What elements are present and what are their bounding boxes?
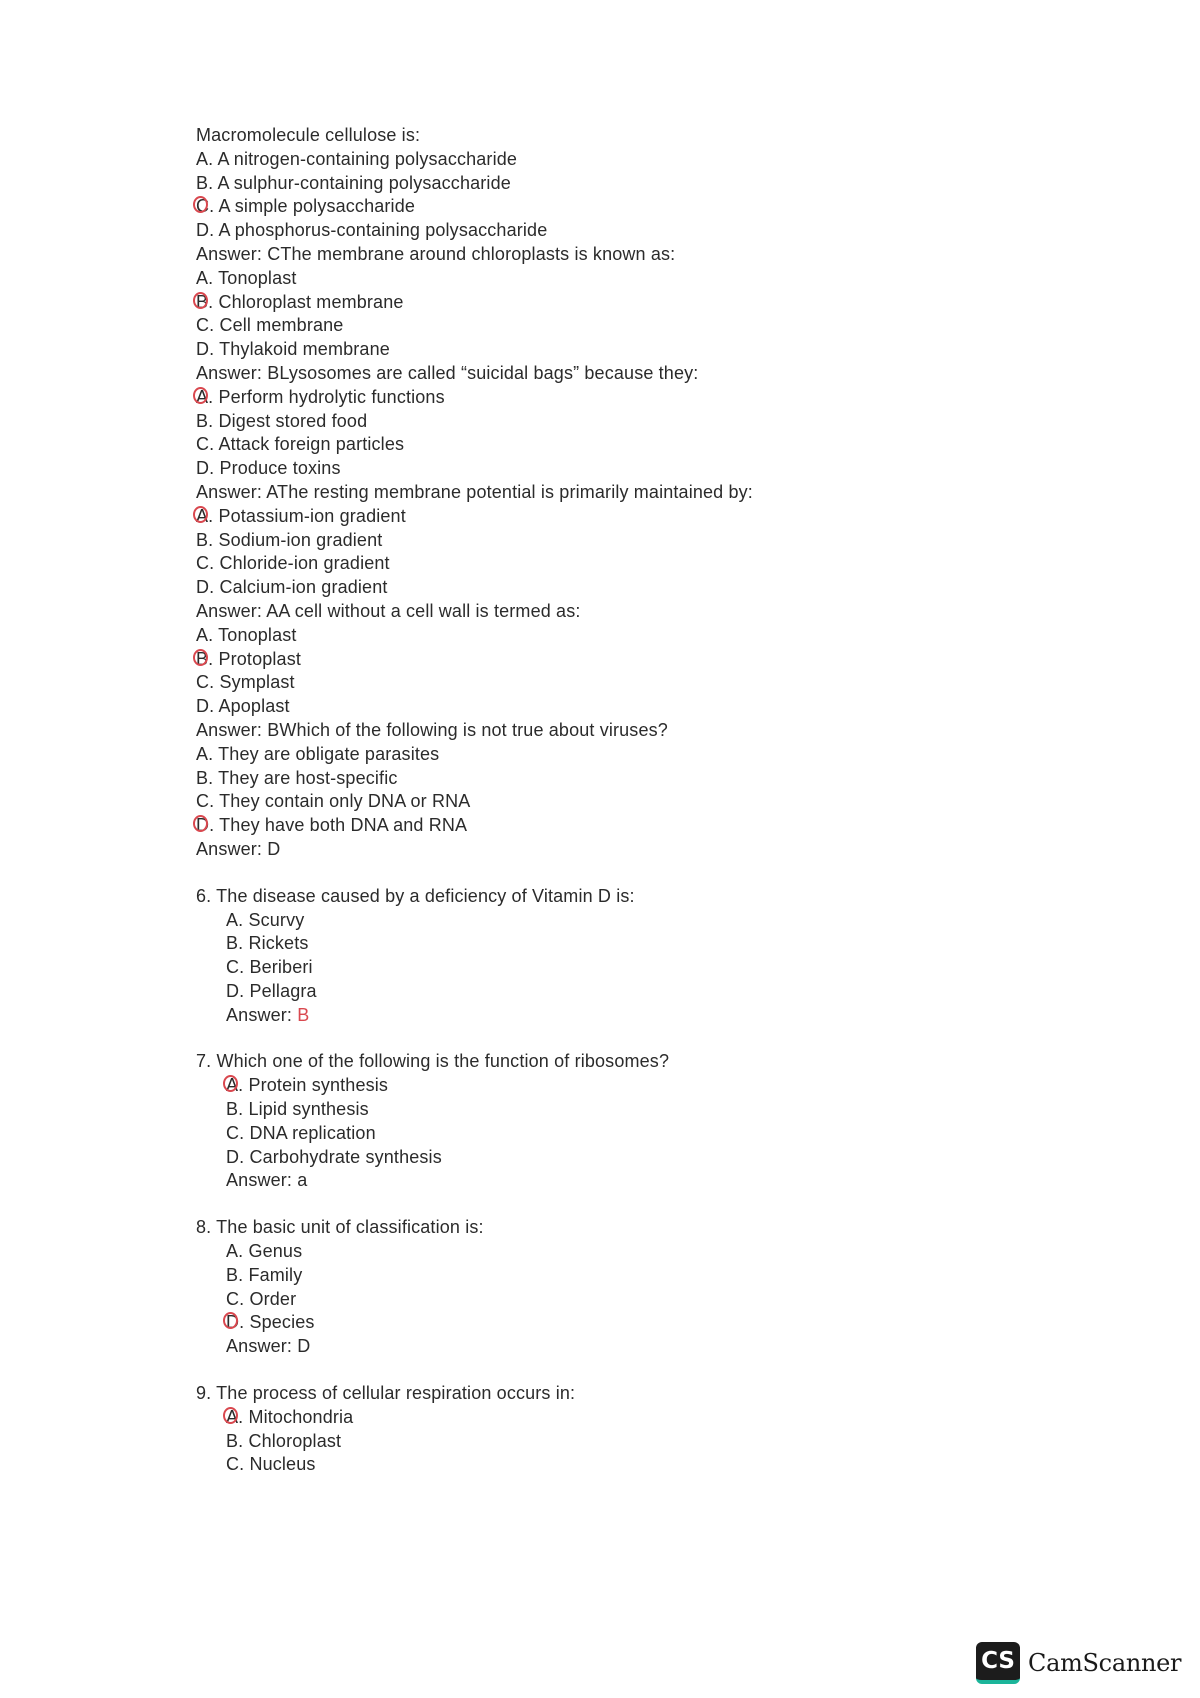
option-d: D. Thylakoid membrane [196, 339, 390, 360]
circled-answer-letter: A [226, 1406, 238, 1430]
circled-answer-letter: A [196, 505, 208, 529]
option-a-marked [196, 386, 1016, 410]
option-b: B. Digest stored food [196, 410, 368, 431]
option-c: C. Nucleus [226, 1454, 316, 1475]
option-c: C. Beriberi [226, 957, 313, 978]
option-text: . Perform hydrolytic functions [208, 386, 445, 407]
circled-answer-letter: A [226, 1074, 238, 1098]
question-text: Macromolecule cellulose is: [196, 125, 421, 145]
circled-answer-letter: B [196, 291, 208, 315]
answer-line: Answer: D [226, 1336, 311, 1357]
question-text: 9. The process of cellular respiration occurs in: [196, 1383, 576, 1404]
option-d: D. Pellagra [226, 980, 317, 1001]
option-b: B. Sodium-ion gradient [196, 529, 383, 550]
option-b: B. Lipid synthesis [226, 1099, 369, 1120]
question-text: Answer: BWhich of the following is not true about viruses? [196, 719, 668, 740]
option-a-marked [196, 1074, 1016, 1098]
option-a: A. A nitrogen-containing polysaccharide [196, 148, 518, 169]
circled-answer-letter: D [226, 1311, 239, 1335]
option-d: D. Produce toxins [196, 458, 341, 479]
option-b: B. Chloroplast [226, 1430, 342, 1451]
option-a: A. Tonoplast [196, 624, 297, 645]
option-b: B. Rickets [226, 933, 309, 954]
option-text: . Protoplast [208, 648, 302, 669]
circled-answer-letter: B [196, 648, 208, 672]
option-c: C. Attack foreign particles [196, 434, 405, 455]
option-a-marked [196, 1406, 1016, 1430]
question-text: 7. Which one of the following is the function of ribosomes? [196, 1051, 670, 1072]
option-c: C. Order [226, 1288, 297, 1309]
option-d: D. Calcium-ion gradient [196, 577, 388, 598]
option-text: . Protein synthesis [238, 1075, 389, 1096]
circled-answer-letter: C [196, 195, 209, 219]
option-d: D. Carbohydrate synthesis [226, 1146, 442, 1167]
option-text: . They have both DNA and RNA [209, 815, 468, 836]
question-text: 6. The disease caused by a deficiency of Vitamin D is: [196, 885, 635, 906]
camscanner-watermark [976, 1642, 1181, 1684]
option-b: B. Family [226, 1264, 303, 1285]
option-b-marked [196, 291, 1016, 315]
option-text: . Species [239, 1312, 315, 1333]
circled-answer-letter: A [196, 386, 208, 410]
handwritten-answer: B [297, 1004, 310, 1025]
question-text: Answer: CThe membrane around chloroplasts is known as: [196, 243, 676, 264]
option-c-marked [196, 195, 1016, 219]
option-a: A. Genus [226, 1241, 303, 1262]
option-a: A. Scurvy [226, 909, 305, 930]
option-c: C. Chloride-ion gradient [196, 553, 390, 574]
option-c: C. DNA replication [226, 1122, 376, 1143]
option-d: D. A phosphorus-containing polysaccharide [196, 220, 548, 241]
question-text: Answer: AA cell without a cell wall is termed as: [196, 600, 581, 621]
camscanner-brand-text: CamScanner [1028, 1649, 1182, 1677]
camscanner-logo-icon: CS [976, 1642, 1020, 1684]
answer-line: Answer: a [226, 1170, 308, 1191]
option-a-marked [196, 505, 1016, 529]
option-c: C. Symplast [196, 672, 295, 693]
answer-line: Answer: D [196, 838, 281, 859]
option-text: . Potassium-ion gradient [208, 505, 406, 526]
option-d-marked [196, 814, 1016, 838]
option-b: B. A sulphur-containing polysaccharide [196, 172, 511, 193]
option-text: . A simple polysaccharide [209, 196, 416, 217]
question-text: 8. The basic unit of classification is: [196, 1217, 484, 1238]
question-text: Answer: AThe resting membrane potential is primarily maintained by: [196, 481, 753, 502]
option-c: C. Cell membrane [196, 315, 344, 336]
option-c: C. They contain only DNA or RNA [196, 791, 471, 812]
option-a: A. Tonoplast [196, 267, 297, 288]
answer-line [196, 1004, 1016, 1028]
option-b: B. They are host-specific [196, 767, 398, 788]
circled-answer-letter: D [196, 814, 209, 838]
question-list [196, 124, 1016, 1477]
option-b-marked [196, 648, 1016, 672]
option-text: . Mitochondria [238, 1406, 354, 1427]
question-text: Answer: BLysosomes are called “suicidal bags” because they: [196, 362, 699, 383]
option-d: D. Apoplast [196, 696, 290, 717]
option-text: . Chloroplast membrane [208, 291, 404, 312]
option-d-marked [196, 1311, 1016, 1335]
option-a: A. They are obligate parasites [196, 743, 440, 764]
answer-label: Answer: [226, 1004, 298, 1025]
